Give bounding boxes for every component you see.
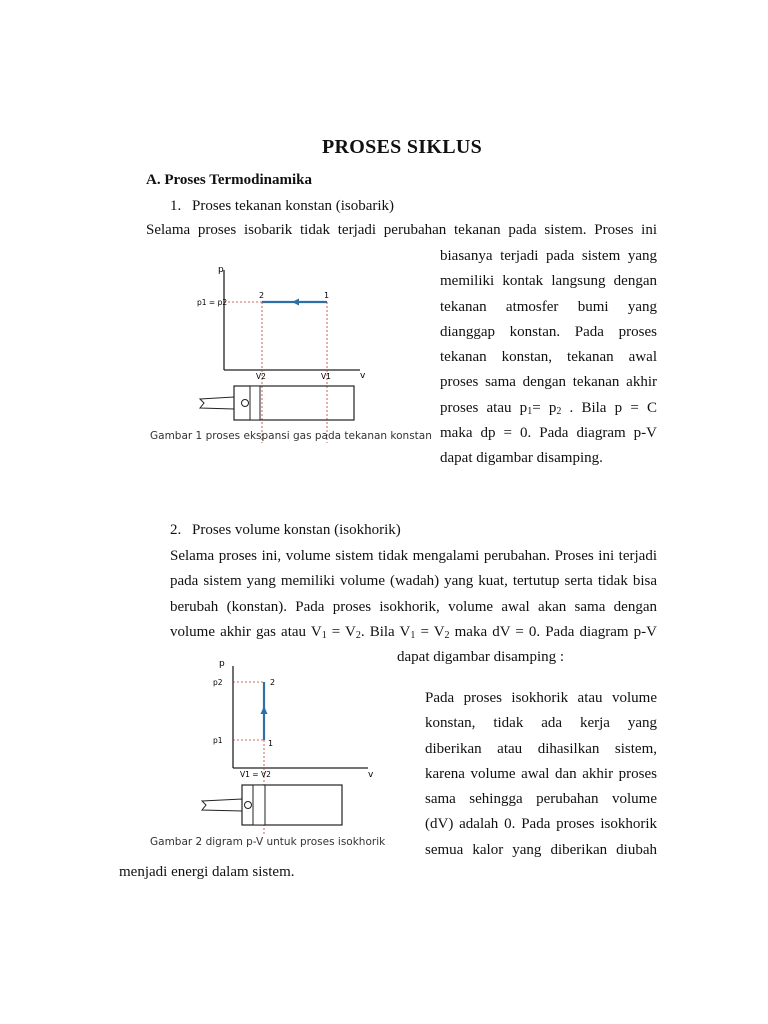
subsection-1-title: Proses tekanan konstan (isobarik) bbox=[192, 198, 395, 214]
subsection-2-title: Proses volume konstan (isokhorik) bbox=[192, 522, 401, 538]
figure-1-caption: Gambar 1 proses ekspansi gas pada tekanan konstan bbox=[150, 430, 432, 442]
volume-label: V1 = V2 bbox=[240, 770, 271, 779]
sub2-side-line: diberikan atau dihasilkan sistem, bbox=[425, 740, 657, 757]
figure-2-caption: Gambar 2 digram p-V untuk proses isokhorik bbox=[150, 836, 386, 848]
figure-1-diagram bbox=[146, 258, 426, 448]
section-heading-a: A. Proses Termodinamika bbox=[146, 172, 312, 188]
arrow-icon bbox=[261, 706, 268, 714]
sub1-line: memiliki kontak langsung dengan bbox=[440, 273, 657, 290]
figure-2-isochoric bbox=[150, 656, 410, 856]
sub2-side-line: karena volume awal dan akhir proses bbox=[425, 765, 657, 782]
figure-2-diagram bbox=[150, 656, 410, 856]
sub1-line: tekanan atmosfer bumi yang bbox=[440, 298, 657, 315]
sub2-side-line: sama sehingga perubahan volume bbox=[425, 791, 657, 808]
p2-label: p2 bbox=[213, 678, 223, 687]
page-title: PROSES SIKLUS bbox=[321, 136, 483, 158]
subsection-2-heading bbox=[170, 522, 401, 539]
sub1-line: maka dp = 0. Pada diagram p-V bbox=[440, 425, 657, 442]
subsection-1-number: 1. bbox=[170, 198, 182, 214]
sub2-side-line: (dV) adalah 0. Pada proses isokhorik bbox=[425, 816, 657, 833]
sub1-line: proses sama dengan tekanan akhir bbox=[440, 374, 657, 391]
sub1-line: dianggap konstan. Pada proses bbox=[440, 323, 657, 340]
piston-cylinder bbox=[200, 386, 354, 420]
point-2-label: 2 bbox=[270, 678, 276, 687]
v2-label: V2 bbox=[256, 372, 266, 381]
sub2-continuation: dapat digambar disamping : bbox=[397, 649, 565, 665]
arrow-icon bbox=[292, 299, 299, 306]
sub1-equation-line: proses atau $p_1= p_2$ . Bila p = C bbox=[440, 399, 657, 417]
pressure-label: p1 = p2 bbox=[197, 298, 228, 307]
v-axis-label: v bbox=[368, 770, 374, 780]
sub1-lead-line: Selama proses isobarik tidak terjadi perubahan tekanan pada sistem. Proses ini bbox=[146, 222, 657, 238]
sub2-paragraph bbox=[170, 544, 657, 645]
v-axis-label: v bbox=[360, 371, 366, 381]
point-2-label: 2 bbox=[259, 291, 265, 300]
sub2-line: pada sistem yang memiliki volume (wadah) yang kuat, tertutup serta tidak bisa bbox=[170, 573, 657, 590]
sub1-line: tekanan konstan, tekanan awal bbox=[440, 349, 657, 366]
p1-label: p1 bbox=[213, 736, 223, 745]
sub2-line: Selama proses ini, volume sistem tidak mengalami perubahan. Proses ini terjadi bbox=[170, 548, 657, 564]
subsection-2-number: 2. bbox=[170, 522, 182, 538]
sub1-line: dapat digambar disamping. bbox=[440, 450, 603, 467]
sub2-side-text bbox=[425, 686, 657, 863]
sub2-equation-line: volume akhir gas atau $V_1 = V_2$. Bila $V_1 = V_2$ maka dV = 0. Pada diagram p-V bbox=[170, 623, 657, 641]
p-axis-label: p bbox=[219, 659, 225, 669]
sub2-side-line: Pada proses isokhorik atau volume bbox=[425, 690, 657, 706]
v1-label: V1 bbox=[321, 372, 331, 381]
point-1-label: 1 bbox=[324, 291, 330, 300]
point-1-label: 1 bbox=[268, 739, 274, 748]
sub1-line: biasanya terjadi pada sistem yang bbox=[440, 248, 657, 264]
p-axis-label: p bbox=[218, 265, 224, 275]
piston-cylinder bbox=[202, 785, 342, 825]
sub2-ending-line: menjadi energi dalam sistem. bbox=[119, 864, 295, 880]
sub2-line: berubah (konstan). Pada proses isokhorik, volume awal akan sama dengan bbox=[170, 598, 657, 615]
sub1-side-text bbox=[440, 244, 657, 472]
subsection-1-heading bbox=[170, 198, 394, 215]
sub2-side-line: semua kalor yang diberikan diubah bbox=[425, 841, 657, 858]
figure-1-isobaric bbox=[146, 258, 432, 448]
sub2-side-line: konstan, tidak ada kerja yang bbox=[425, 715, 657, 732]
